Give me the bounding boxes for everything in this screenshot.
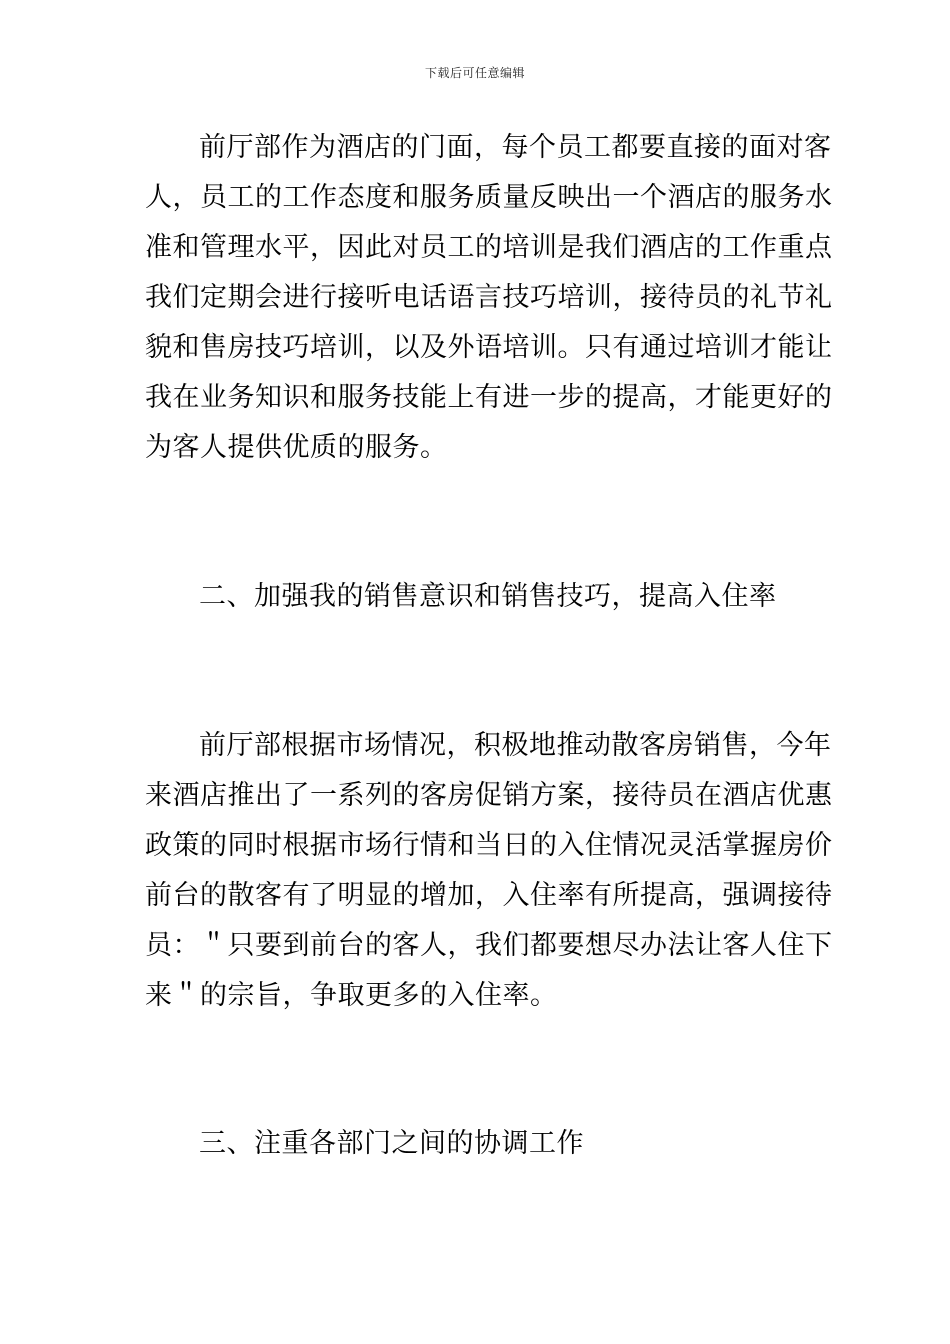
paragraph-line: 政策的同时根据市场行情和当日的入住情况灵活掌握房价 bbox=[145, 830, 833, 861]
paragraph-line: 为客人提供优质的服务。 bbox=[145, 432, 448, 463]
paragraph-line: 准和管理水平，因此对员工的培训是我们酒店的工作重点 bbox=[145, 232, 833, 263]
header-note: 下载后可任意编辑 bbox=[424, 66, 525, 80]
paragraph-sales-promotion bbox=[145, 721, 833, 1021]
paragraph-line: 员：＂只要到前台的客人，我们都要想尽办法让客人住下 bbox=[145, 930, 833, 961]
paragraph-line: 人，员工的工作态度和服务质量反映出一个酒店的服务水 bbox=[145, 182, 833, 213]
paragraph-line: 前厅部作为酒店的门面，每个员工都要直接的面对客 bbox=[199, 132, 832, 163]
section-heading-sales: 二、加强我的销售意识和销售技巧，提高入住率 bbox=[199, 581, 777, 612]
paragraph-line: 前厅部根据市场情况，积极地推动散客房销售，今年 bbox=[199, 730, 832, 761]
paragraph-line: 来酒店推出了一系列的客房促销方案，接待员在酒店优惠 bbox=[145, 780, 833, 811]
paragraph-line: 我们定期会进行接听电话语言技巧培训，接待员的礼节礼 bbox=[145, 282, 833, 313]
paragraph-front-office-training bbox=[145, 123, 833, 473]
paragraph-line: 前台的散客有了明显的增加，入住率有所提高，强调接待 bbox=[145, 880, 833, 911]
paragraph-line: 貌和售房技巧培训，以及外语培训。只有通过培训才能让 bbox=[145, 332, 833, 363]
paragraph-line: 来＂的宗旨，争取更多的入住率。 bbox=[145, 980, 558, 1011]
paragraph-line: 我在业务知识和服务技能上有进一步的提高，才能更好的 bbox=[145, 382, 833, 413]
section-heading-coordination: 三、注重各部门之间的协调工作 bbox=[199, 1128, 584, 1159]
